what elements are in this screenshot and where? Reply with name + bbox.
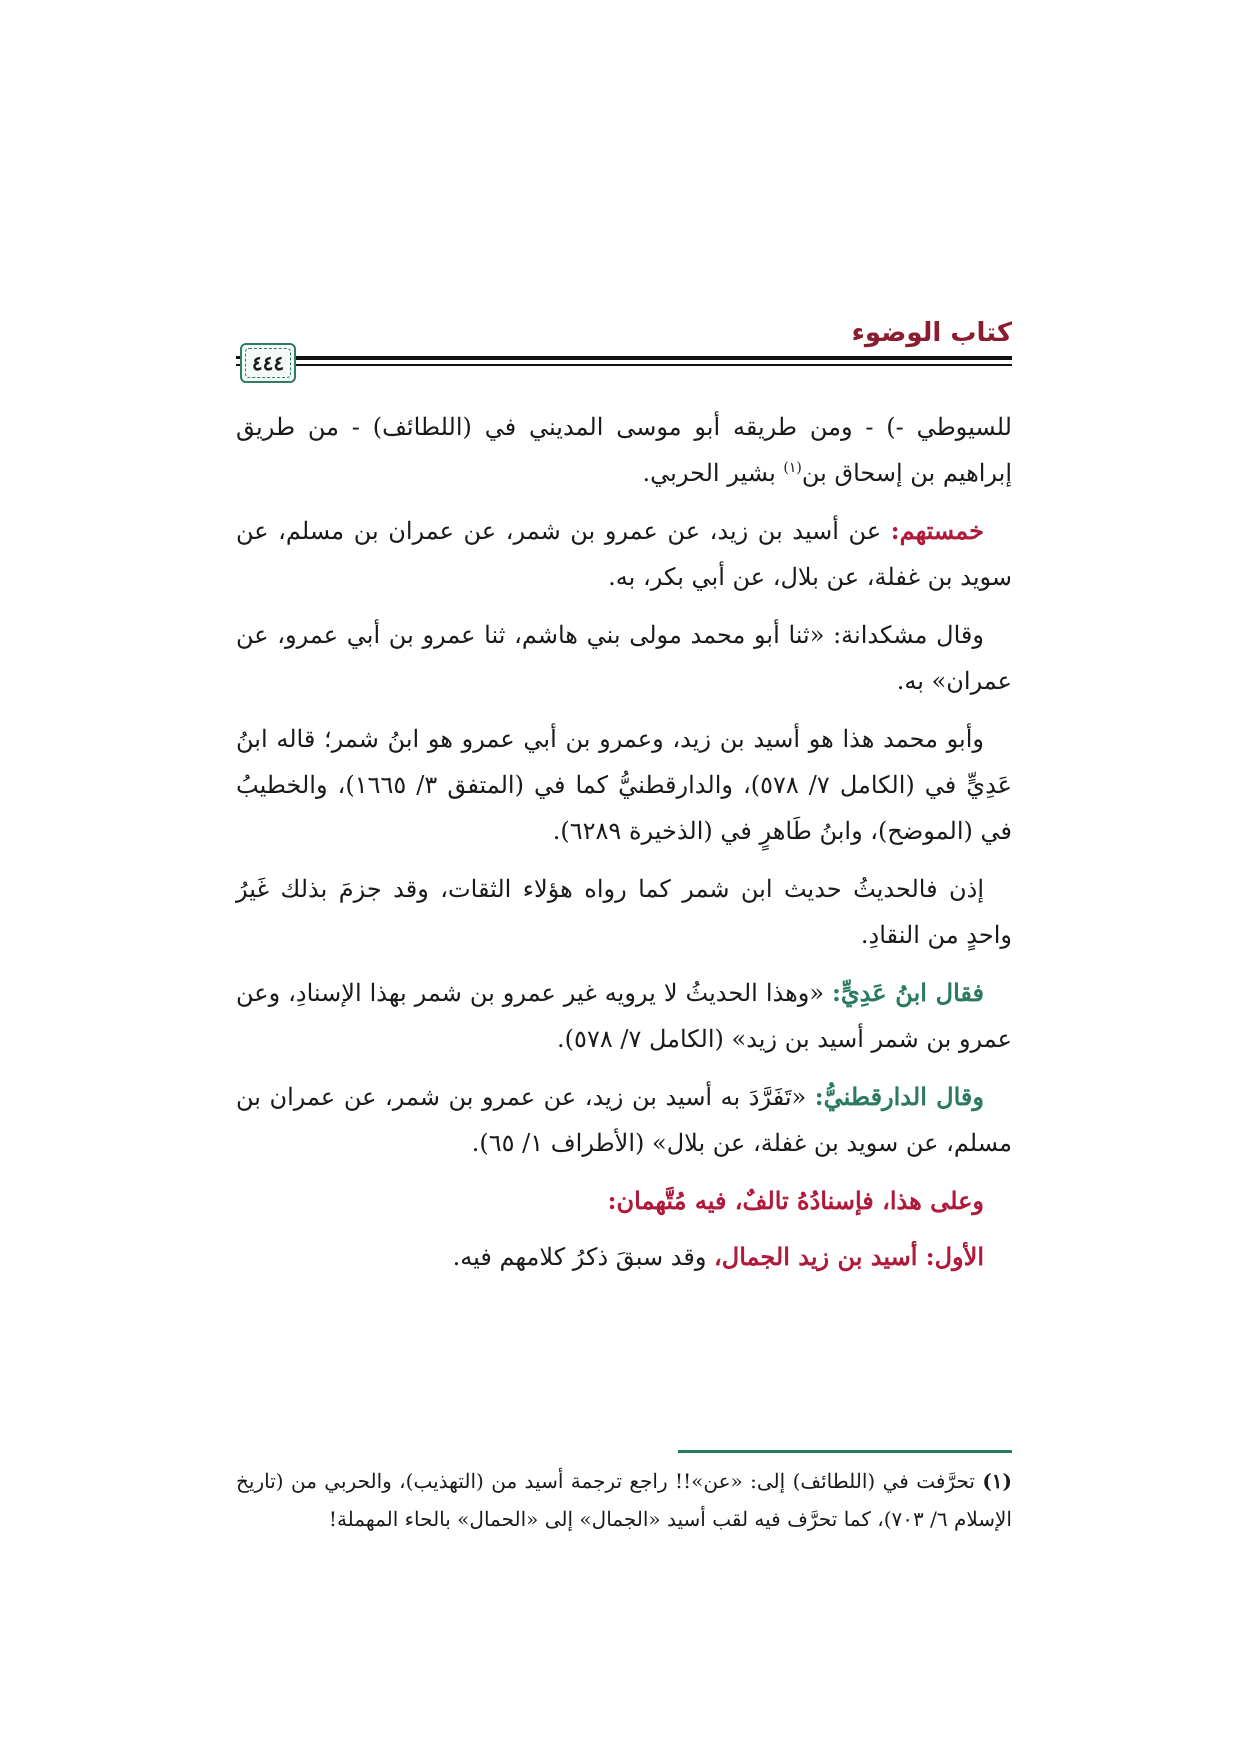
footnote-divider	[678, 1450, 1012, 1453]
paragraph-text: عن أسيد بن زيد، عن عمرو بن شمر، عن عمران بن مسلم، عن سويد بن غفلة، عن بلال، عن أبي بكر، به.	[236, 517, 1012, 591]
paragraph-text: «تَفَرَّدَ به أسيد بن زيد، عن عمرو بن شمر، عن عمران بن مسلم، عن سويد بن غفلة، عن بلال» (الأطراف ١/ ٦٥).	[236, 1083, 1012, 1157]
paragraph-1	[236, 404, 1012, 496]
paragraph-4	[236, 716, 1012, 854]
paragraph-text-continued: بشير الحربي.	[642, 459, 784, 487]
paragraph-text: للسيوطي -) - ومن طريقه أبو موسى المديني في (اللطائف) - من طريق إبراهيم بن إسحاق بن	[236, 413, 1012, 487]
paragraph-7	[236, 1074, 1012, 1166]
paragraph-5	[236, 866, 1012, 958]
paragraph-6	[236, 970, 1012, 1062]
header-rule-thick	[296, 356, 1012, 360]
paragraph-label: فقال ابنُ عَدِيٍّ:	[832, 978, 984, 1007]
paragraph-label: الأول: أسيد بن زيد الجمال،	[714, 1242, 984, 1271]
page-number: ٤٤٤	[251, 351, 285, 375]
page-header	[236, 316, 1012, 396]
paragraph-text: إذن فالحديثُ حديث ابن شمر كما رواه هؤلاء الثقات، وقد جزمَ بذلك غَيرُ واحدٍ من النقادِ.	[236, 875, 1012, 949]
paragraph-text: «وهذا الحديثُ لا يرويه غير عمرو بن شمر بهذا الإسنادِ، وعن عمرو بن شمر أسيد بن زيد» (الكامل ٧/ ٥٧٨).	[236, 979, 1012, 1053]
paragraph-label: خمستهم:	[890, 516, 984, 545]
paragraph-label: وقال الدارقطنيُّ:	[814, 1082, 984, 1111]
paragraph-text: وأبو محمد هذا هو أسيد بن زيد، وعمرو بن أبي عمرو هو ابنُ شمر؛ قاله ابنُ عَدِيٍّ في (الكامل ٧/ ٥٧٨)، والدارقطنيُّ كما في (المتفق ٣/ ١٦٦٥)، والخطيبُ في (الموضح)، وابنُ طَاهرٍ في (الذخيرة ٦٢٨٩).	[236, 725, 1012, 845]
footnote	[236, 1462, 1012, 1538]
page-number-badge	[240, 343, 296, 383]
book-title: كتاب الوضوء	[851, 318, 1012, 348]
paragraph-8	[236, 1178, 1012, 1224]
footnote-text: تحرَّفت في (اللطائف) إلى: «عن»!! راجع ترجمة أسيد من (التهذيب)، والحربي من (تاريخ الإسلام ٦/ ٧٠٣)، كما تحرَّف فيه لقب أسيد «الجمال» إلى «الحمال» بالحاء المهملة!	[236, 1469, 1012, 1531]
footnote-reference: (١)	[783, 460, 802, 476]
section-heading: وعلى هذا، فإسنادُهُ تالفٌ، فيه مُتَّهمان:	[607, 1186, 984, 1215]
paragraph-9	[236, 1234, 1012, 1280]
footnote-number: (١)	[982, 1469, 1012, 1493]
paragraph-text: وقد سبقَ ذكرُ كلامهم فيه.	[452, 1243, 715, 1271]
paragraph-3	[236, 612, 1012, 704]
paragraph-text: وقال مشكدانة: «ثنا أبو محمد مولى بني هاشم، ثنا عمرو بن أبي عمرو، عن عمران» به.	[236, 621, 1012, 695]
header-rule-thin	[296, 364, 1012, 366]
paragraph-2	[236, 508, 1012, 600]
main-text	[236, 404, 1012, 1292]
